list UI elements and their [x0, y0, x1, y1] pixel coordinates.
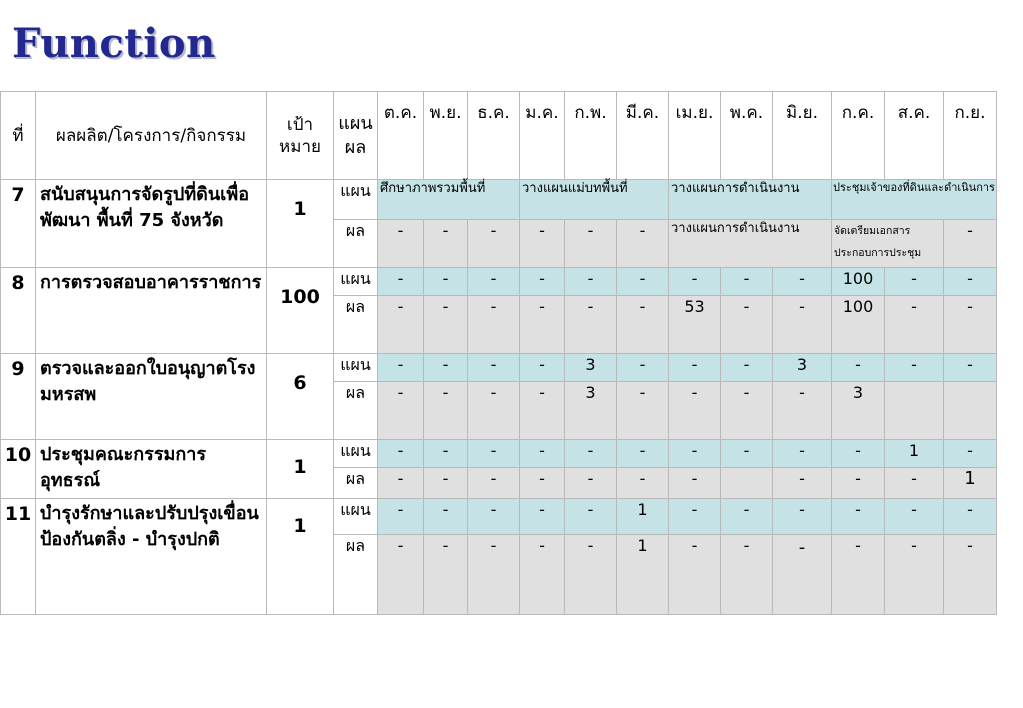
row-number: 10 [1, 440, 36, 499]
result-cell: - [773, 296, 832, 354]
plan-cell: 1 [885, 440, 944, 468]
plan-row [1, 180, 997, 220]
result-span: จัดเตรียมเอกสารประกอบการประชุม [832, 220, 944, 268]
plan-cell: - [520, 268, 565, 296]
plan-row [1, 268, 997, 296]
plan-cell: - [468, 268, 520, 296]
result-cell: - [617, 220, 669, 268]
result-cell: 53 [669, 296, 721, 354]
plan-cell: - [669, 499, 721, 535]
plan-cell: - [378, 440, 424, 468]
header-month: ส.ค. [885, 92, 944, 180]
result-cell: - [721, 535, 773, 615]
plan-cell: - [885, 354, 944, 382]
row-number: 11 [1, 499, 36, 615]
result-cell: 1 [944, 468, 997, 499]
plan-cell: - [944, 268, 997, 296]
result-cell: - [520, 382, 565, 440]
header-month: ก.ค. [832, 92, 885, 180]
plan-label: แผน [334, 440, 378, 468]
result-cell: - [424, 296, 468, 354]
result-cell: - [773, 535, 832, 615]
plan-cell: - [424, 354, 468, 382]
result-label: ผล [334, 535, 378, 615]
plan-cell: - [520, 440, 565, 468]
plan-cell: - [832, 440, 885, 468]
header-no: ที่ [1, 92, 36, 180]
result-label: ผล [334, 220, 378, 268]
plan-cell: - [773, 440, 832, 468]
result-cell: - [832, 535, 885, 615]
schedule-table [0, 91, 997, 615]
result-cell: - [565, 535, 617, 615]
result-cell [721, 468, 773, 499]
header-row [1, 92, 997, 180]
result-cell: 3 [565, 382, 617, 440]
result-cell: - [520, 220, 565, 268]
row-number: 9 [1, 354, 36, 440]
plan-row [1, 440, 997, 468]
result-cell: - [565, 468, 617, 499]
result-cell: - [944, 220, 997, 268]
plan-label: แผน [334, 354, 378, 382]
project-name: บำรุงรักษาและปรับปรุงเขื่อน ป้องกันตลิ่ง - บำรุงปกติ [36, 499, 267, 615]
plan-cell: - [378, 499, 424, 535]
plan-cell: - [669, 354, 721, 382]
plan-label: แผน [334, 499, 378, 535]
result-cell: - [468, 382, 520, 440]
plan-cell: - [721, 499, 773, 535]
result-label: ผล [334, 468, 378, 499]
plan-cell: - [520, 499, 565, 535]
plan-row [1, 499, 997, 535]
plan-row [1, 354, 997, 382]
row-number: 8 [1, 268, 36, 354]
plan-cell: - [944, 440, 997, 468]
result-cell: - [520, 296, 565, 354]
result-cell [885, 382, 944, 440]
header-month: ก.ย. [944, 92, 997, 180]
result-cell: - [468, 296, 520, 354]
plan-span: ประชุมเจ้าของที่ดินและดำเนินการ [832, 180, 997, 220]
plan-span: วางแผนแม่บทพื้นที่ [520, 180, 669, 220]
plan-cell: - [468, 354, 520, 382]
project-name: สนับสนุนการจัดรูปที่ดินเพื่อพัฒนา พื้นที่ 75 จังหวัด [36, 180, 267, 268]
project-name: ประชุมคณะกรรมการอุทธรณ์ [36, 440, 267, 499]
result-cell: - [565, 296, 617, 354]
plan-cell: - [885, 268, 944, 296]
result-cell: - [378, 535, 424, 615]
plan-cell: 3 [773, 354, 832, 382]
plan-label: แผน [334, 180, 378, 220]
header-month: ก.พ. [565, 92, 617, 180]
header-month: ต.ค. [378, 92, 424, 180]
project-name: การตรวจสอบอาคารราชการ [36, 268, 267, 354]
page-title: Function [12, 20, 216, 67]
plan-cell: - [721, 268, 773, 296]
result-cell: - [669, 535, 721, 615]
plan-cell: - [565, 440, 617, 468]
plan-cell: - [669, 440, 721, 468]
result-cell: - [669, 468, 721, 499]
result-cell: - [520, 535, 565, 615]
result-cell: - [885, 468, 944, 499]
result-cell: - [944, 296, 997, 354]
target-value: 6 [267, 354, 334, 440]
header-month: มิ.ย. [773, 92, 832, 180]
plan-cell: 100 [832, 268, 885, 296]
result-cell: - [424, 468, 468, 499]
result-cell: - [617, 296, 669, 354]
result-label: ผล [334, 382, 378, 440]
plan-cell: - [424, 440, 468, 468]
plan-cell: - [378, 268, 424, 296]
plan-cell: 3 [565, 354, 617, 382]
plan-cell: - [669, 268, 721, 296]
plan-cell: - [617, 354, 669, 382]
result-label: ผล [334, 296, 378, 354]
target-value: 1 [267, 180, 334, 268]
plan-cell: - [565, 268, 617, 296]
result-cell: - [424, 382, 468, 440]
plan-cell: - [944, 499, 997, 535]
header-month: พ.ย. [424, 92, 468, 180]
project-name: ตรวจและออกใบอนุญาตโรง มหรสพ [36, 354, 267, 440]
result-cell: - [468, 535, 520, 615]
result-cell: - [378, 382, 424, 440]
plan-cell: 1 [617, 499, 669, 535]
result-cell: - [468, 220, 520, 268]
header-month: พ.ค. [721, 92, 773, 180]
result-cell: - [565, 220, 617, 268]
plan-cell: - [424, 268, 468, 296]
result-cell: - [832, 468, 885, 499]
plan-cell: - [617, 268, 669, 296]
result-span: วางแผนการดำเนินงาน [669, 220, 832, 268]
result-cell: - [378, 296, 424, 354]
plan-cell: - [832, 499, 885, 535]
plan-cell: - [378, 354, 424, 382]
plan-cell: - [424, 499, 468, 535]
result-cell: - [773, 468, 832, 499]
target-value: 1 [267, 499, 334, 615]
result-cell: - [424, 535, 468, 615]
target-value: 100 [267, 268, 334, 354]
plan-label: แผน [334, 268, 378, 296]
result-cell: - [617, 468, 669, 499]
result-cell: - [944, 535, 997, 615]
row-number: 7 [1, 180, 36, 268]
result-cell: 3 [832, 382, 885, 440]
plan-cell: - [721, 440, 773, 468]
plan-cell: - [468, 440, 520, 468]
plan-cell: - [773, 499, 832, 535]
result-cell: - [721, 382, 773, 440]
result-cell: - [617, 382, 669, 440]
plan-span: วางแผนการดำเนินงาน [669, 180, 832, 220]
plan-cell: - [721, 354, 773, 382]
header-project: ผลผลิต/โครงการ/กิจกรรม [36, 92, 267, 180]
plan-cell: - [565, 499, 617, 535]
header-month: เม.ย. [669, 92, 721, 180]
result-cell: - [669, 382, 721, 440]
plan-cell: - [885, 499, 944, 535]
result-cell: - [378, 468, 424, 499]
header-month: มี.ค. [617, 92, 669, 180]
result-cell: - [885, 535, 944, 615]
header-planres: แผนผล [334, 92, 378, 180]
result-cell [944, 382, 997, 440]
result-cell: - [721, 296, 773, 354]
plan-cell: - [944, 354, 997, 382]
result-cell: 100 [832, 296, 885, 354]
result-cell: - [885, 296, 944, 354]
header-month: ธ.ค. [468, 92, 520, 180]
target-value: 1 [267, 440, 334, 499]
header-month: ม.ค. [520, 92, 565, 180]
result-cell: 1 [617, 535, 669, 615]
result-cell: - [520, 468, 565, 499]
result-cell: - [773, 382, 832, 440]
plan-cell: - [617, 440, 669, 468]
result-cell: - [468, 468, 520, 499]
plan-span: ศึกษาภาพรวมพื้นที่ [378, 180, 520, 220]
plan-cell: - [520, 354, 565, 382]
plan-cell: - [832, 354, 885, 382]
header-target: เป้าหมาย [267, 92, 334, 180]
result-cell: - [424, 220, 468, 268]
plan-cell: - [468, 499, 520, 535]
result-cell: - [378, 220, 424, 268]
plan-cell: - [773, 268, 832, 296]
